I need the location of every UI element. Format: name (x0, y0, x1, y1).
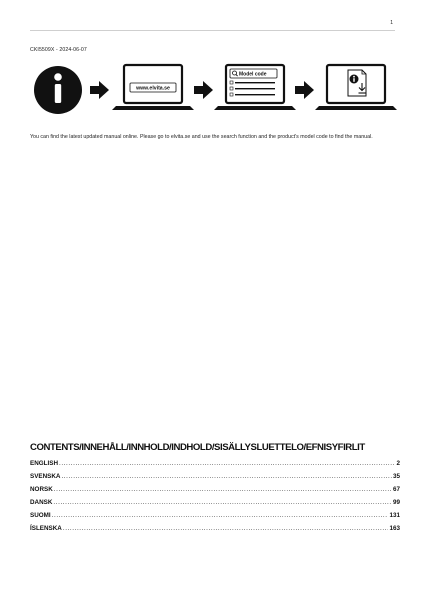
toc-page-number: 131 (389, 512, 400, 519)
laptop-download-icon (315, 65, 397, 110)
toc-entry-suomi[interactable] (30, 512, 400, 525)
arrow-right-icon (295, 81, 314, 99)
arrow-right-icon (90, 81, 109, 99)
page-number: 1 (390, 20, 393, 26)
toc-label: ENGLISH (30, 460, 58, 467)
contents-title: CONTENTS/INNEHÅLL/INNHOLD/INDHOLD/SISÄLLYSLUETTELO/EFNISYFIRLIT (30, 442, 365, 453)
website-text: www.elvita.se (136, 85, 170, 92)
toc-leader-dots (53, 499, 392, 506)
toc-entry-norsk[interactable] (30, 486, 400, 499)
laptop-search-icon (214, 65, 296, 110)
intro-paragraph: You can find the latest updated manual online. Please go to elvita.se and use the search function and the product's model code to find the manual. (30, 134, 373, 141)
search-title: Model code (239, 71, 267, 78)
toc-leader-dots (52, 512, 389, 519)
toc-leader-dots (63, 525, 389, 532)
toc-label: ÍSLENSKA (30, 525, 62, 532)
toc-label: DANSK (30, 499, 53, 506)
toc-leader-dots (61, 473, 392, 480)
toc-page-number: 163 (389, 525, 400, 532)
toc-entry-english[interactable] (30, 460, 400, 473)
laptop-website-icon (112, 65, 194, 110)
toc-entry-dansk[interactable] (30, 499, 400, 512)
toc-entry-islenska[interactable] (30, 525, 400, 538)
toc-leader-dots (54, 486, 392, 493)
toc-label: SVENSKA (30, 473, 61, 480)
manual-steps-illustration (28, 60, 400, 120)
toc-page-number: 67 (392, 486, 400, 493)
toc-page-number: 35 (392, 473, 400, 480)
arrow-right-icon (194, 81, 213, 99)
search-icon (233, 71, 238, 76)
toc-leader-dots (59, 460, 395, 467)
document-code: CKI5509X - 2024-06-07 (30, 47, 87, 53)
toc-page-number: 2 (396, 460, 400, 467)
toc-page-number: 99 (392, 499, 400, 506)
toc-label: NORSK (30, 486, 53, 493)
document-icon (348, 70, 366, 96)
toc-entry-svenska[interactable] (30, 473, 400, 486)
header-rule (30, 30, 395, 31)
info-icon (34, 66, 82, 114)
table-of-contents (30, 460, 400, 538)
toc-label: SUOMI (30, 512, 51, 519)
